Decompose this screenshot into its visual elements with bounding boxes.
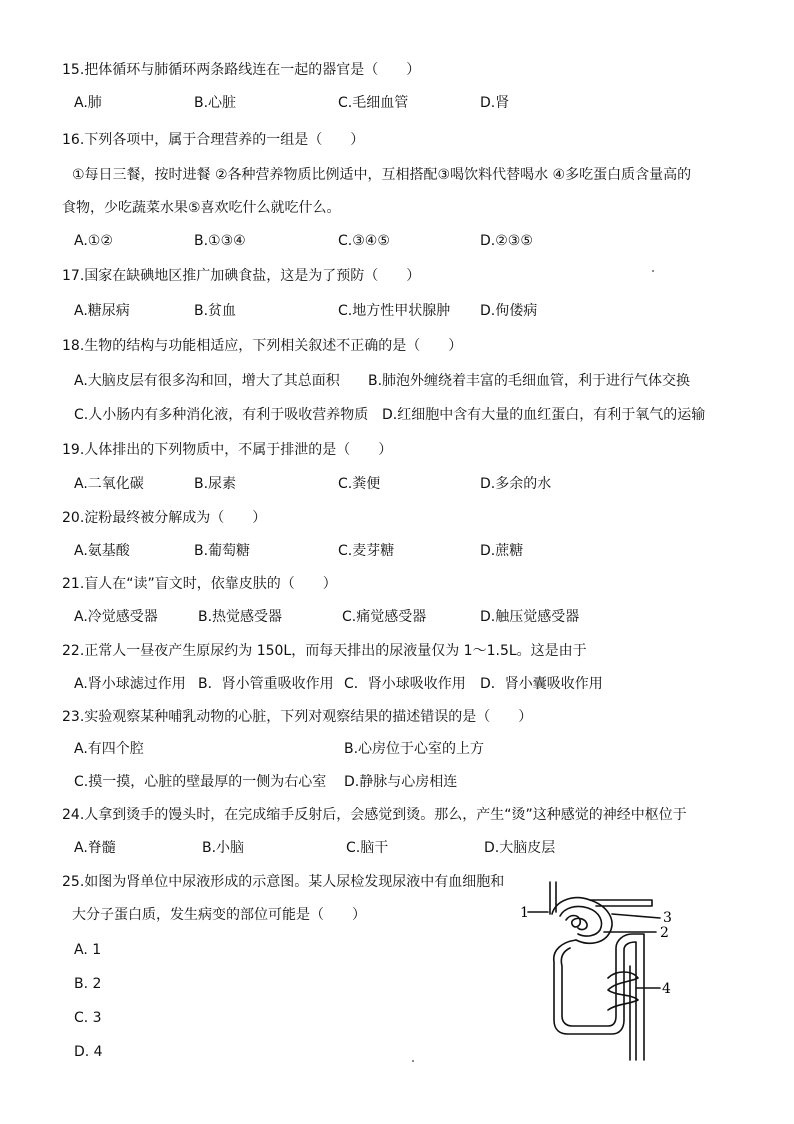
option-b: B.肺泡外缠绕着丰富的毛细血管，利于进行气体交换 xyxy=(368,373,691,389)
option-d: D.静脉与心房相连 xyxy=(344,774,458,790)
option-b: B. 2 xyxy=(74,976,102,992)
option-d: D.多余的水 xyxy=(480,476,552,492)
option-c: C.人小肠内有多种消化液，有利于吸收营养物质 xyxy=(74,407,369,423)
option-d: D.大脑皮层 xyxy=(484,840,556,856)
option-a: A.①② xyxy=(74,233,113,249)
label-3-leader xyxy=(612,914,660,918)
question-24-stem: 24.人拿到烫手的馒头时，在完成缩手反射后，会感觉到烫。那么，产生“烫”这种感觉的神经中枢位于 xyxy=(62,807,687,823)
option-b: B.①③④ xyxy=(194,233,246,249)
diagram-label-1: 1 xyxy=(520,905,529,921)
option-d: D.红细胞中含有大量的血红蛋白，有利于氧气的运输 xyxy=(382,407,706,423)
option-a: A.糖尿病 xyxy=(74,303,130,319)
option-a: A. 1 xyxy=(74,942,102,958)
question-15-stem: 15.把体循环与肺循环两条路线连在一起的器官是（ ） xyxy=(62,62,421,78)
option-d: D.佝偻病 xyxy=(480,303,538,319)
question-17-stem: 17.国家在缺碘地区推广加碘食盐，这是为了预防（ ） xyxy=(62,268,421,284)
question-20-stem: 20.淀粉最终被分解成为（ ） xyxy=(62,510,267,526)
option-a: A.二氧化碳 xyxy=(74,476,144,492)
nephron-diagram xyxy=(512,870,702,1070)
option-d: D.触压觉感受器 xyxy=(480,609,580,625)
option-a: A.肺 xyxy=(74,95,102,111)
question-25-stem-cont: 大分子蛋白质，发生病变的部位可能是（ ） xyxy=(72,907,366,923)
question-23-stem: 23.实验观察某种哺乳动物的心脏，下列对观察结果的描述错误的是（ ） xyxy=(62,709,533,725)
option-c: C.毛细血管 xyxy=(338,95,409,111)
question-22-stem: 22.正常人一昼夜产生原尿约为 150L，而每天排出的尿液量仅为 1～1.5L。这是由于 xyxy=(62,643,587,659)
option-c: C.脑干 xyxy=(346,840,389,856)
option-c: C．肾小球吸收作用 xyxy=(344,676,466,692)
diagram-label-2: 2 xyxy=(660,925,669,941)
question-19-stem: 19.人体排出的下列物质中，不属于排泄的是（ ） xyxy=(62,442,393,458)
option-a: A.大脑皮层有很多沟和回，增大了其总面积 xyxy=(74,373,340,389)
diagram-label-3: 3 xyxy=(663,910,672,926)
question-21-stem: 21.盲人在“读”盲文时，依靠皮肤的（ ） xyxy=(62,576,337,592)
option-b: B.贫血 xyxy=(194,303,237,319)
scan-speck xyxy=(652,270,654,272)
option-c: C.摸一摸，心脏的壁最厚的一侧为右心室 xyxy=(74,774,327,790)
option-c: C.③④⑤ xyxy=(338,233,390,249)
question-18-stem: 18.生物的结构与功能相适应，下列相关叙述不正确的是（ ） xyxy=(62,338,463,354)
glomerulus xyxy=(566,916,587,930)
option-a: A.冷觉感受器 xyxy=(74,609,158,625)
option-a: A.脊髓 xyxy=(74,840,116,856)
question-16-stem: 16.下列各项中，属于合理营养的一组是（ ） xyxy=(62,132,365,148)
option-c: C.痛觉感受器 xyxy=(342,609,427,625)
option-b: B.小脑 xyxy=(202,840,245,856)
option-c: C. 3 xyxy=(74,1010,102,1026)
option-c: C.麦芽糖 xyxy=(338,543,395,559)
capsule-outer xyxy=(552,898,612,944)
option-b: B.热觉感受器 xyxy=(198,609,283,625)
option-d: D.肾 xyxy=(480,95,510,111)
option-b: B.葡萄糖 xyxy=(194,543,251,559)
option-a: A.氨基酸 xyxy=(74,543,130,559)
option-b: B．肾小管重吸收作用 xyxy=(198,676,334,692)
option-d: D.蔗糖 xyxy=(480,543,524,559)
option-d: D.②③⑤ xyxy=(480,233,533,249)
option-b: B.尿素 xyxy=(194,476,237,492)
option-d: D．肾小囊吸收作用 xyxy=(480,676,603,692)
option-c: C.地方性甲状腺肿 xyxy=(338,303,451,319)
peritubular-capillary xyxy=(608,972,638,1010)
option-b: B.心房位于心室的上方 xyxy=(344,741,485,757)
question-16-text-line: ①每日三餐，按时进餐 ②各种营养物质比例适中，互相搭配③喝饮料代替喝水 ④多吃蛋白质含量高的 xyxy=(72,167,692,183)
option-c: C.粪便 xyxy=(338,476,381,492)
option-a: A.有四个腔 xyxy=(74,741,144,757)
option-b: B.心脏 xyxy=(194,95,237,111)
diagram-label-4: 4 xyxy=(662,981,671,997)
question-16-text-line: 食物，少吃蔬菜水果⑤喜欢吃什么就吃什么。 xyxy=(62,200,341,216)
question-25-stem: 25.如图为肾单位中尿液形成的示意图。某人尿检发现尿液中有血细胞和 xyxy=(62,874,505,890)
scan-speck xyxy=(412,1060,414,1062)
option-d: D. 4 xyxy=(74,1044,103,1060)
renal-tubule-outer xyxy=(554,940,636,1060)
option-a: A.肾小球滤过作用 xyxy=(74,676,186,692)
